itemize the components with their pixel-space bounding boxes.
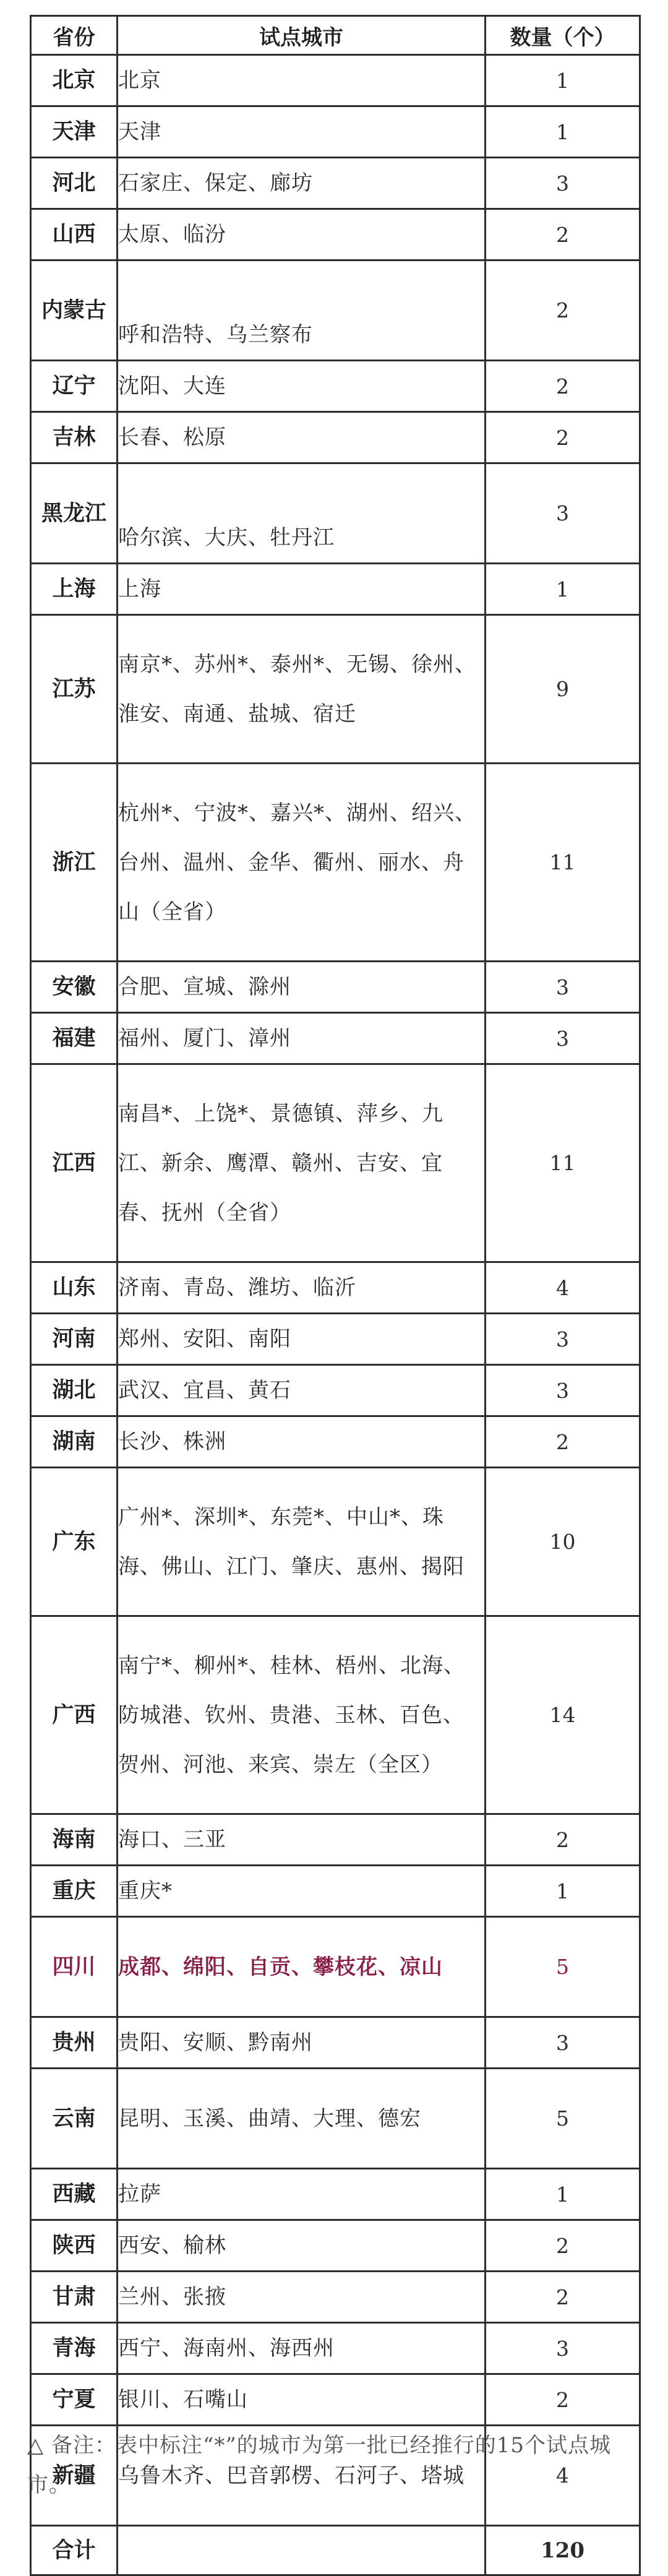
table-row: [31, 962, 640, 1013]
table-row: [31, 209, 640, 261]
province-cell: 湖南: [31, 1416, 118, 1468]
cities-cell: 杭州*、宁波*、嘉兴*、湖州、绍兴、台州、温州、金华、衢州、丽水、舟山（全省）: [118, 764, 486, 962]
table-row: [31, 1917, 640, 2017]
cities-cell: 拉萨: [118, 2169, 486, 2220]
table-row: [31, 1814, 640, 1866]
header-cities: 试点城市: [118, 16, 486, 55]
province-cell: 湖北: [31, 1365, 118, 1416]
province-cell: 上海: [31, 564, 118, 615]
cities-cell: 长春、松原: [118, 412, 486, 463]
province-cell: 广西: [31, 1616, 118, 1814]
count-cell: 14: [486, 1616, 640, 1814]
province-cell: 贵州: [31, 2017, 118, 2069]
count-cell: 11: [486, 1064, 640, 1262]
province-cell: 浙江: [31, 764, 118, 962]
count-cell: 3: [486, 1365, 640, 1416]
cities-cell: 西安、榆林: [118, 2220, 486, 2272]
table-row: [31, 2272, 640, 2323]
table-row: [31, 1365, 640, 1416]
table-row: [31, 564, 640, 615]
table-row: [31, 1866, 640, 1917]
province-cell: 西藏: [31, 2169, 118, 2220]
cities-cell: 济南、青岛、潍坊、临沂: [118, 1262, 486, 1314]
count-cell: 11: [486, 764, 640, 962]
total-row: [31, 2526, 640, 2575]
table-row: [31, 55, 640, 106]
cities-cell: 沈阳、大连: [118, 361, 486, 412]
cities-cell: 南京*、苏州*、泰州*、无锡、徐州、淮安、南通、盐城、宿迁: [118, 615, 486, 764]
cities-cell: 西宁、海南州、海西州: [118, 2323, 486, 2374]
header-province: 省份: [31, 16, 118, 55]
province-cell: 山东: [31, 1262, 118, 1314]
cities-cell: 银川、石嘴山: [118, 2374, 486, 2426]
cities-cell: 福州、厦门、漳州: [118, 1013, 486, 1064]
table-row: [31, 1416, 640, 1468]
province-cell: 陕西: [31, 2220, 118, 2272]
table-row: [31, 106, 640, 158]
table-row: [31, 261, 640, 361]
count-cell: 9: [486, 615, 640, 764]
count-cell: 5: [486, 2069, 640, 2169]
province-cell: 云南: [31, 2069, 118, 2169]
province-cell: 安徽: [31, 962, 118, 1013]
province-cell: 吉林: [31, 412, 118, 463]
count-cell: 2: [486, 2374, 640, 2426]
count-cell: 4: [486, 1262, 640, 1314]
pilot-cities-table: [30, 15, 641, 2576]
table-row: [31, 1314, 640, 1365]
province-cell: 重庆: [31, 1866, 118, 1917]
table-row: [31, 361, 640, 412]
count-cell: 2: [486, 2220, 640, 2272]
table-row: [31, 412, 640, 463]
table-row: [31, 463, 640, 564]
province-cell: 江苏: [31, 615, 118, 764]
table-row: [31, 1262, 640, 1314]
cities-cell: 乌鲁木齐、巴音郭楞、石河子、塔城: [118, 2426, 486, 2526]
count-cell: 2: [486, 412, 640, 463]
province-cell: 北京: [31, 55, 118, 106]
table-row: [31, 764, 640, 962]
count-cell: 1: [486, 55, 640, 106]
cities-cell: 合肥、宣城、滁州: [118, 962, 486, 1013]
table-row: [31, 2017, 640, 2069]
count-cell: 3: [486, 463, 640, 564]
count-cell: 1: [486, 106, 640, 158]
province-cell: 山西: [31, 209, 118, 261]
province-cell: 辽宁: [31, 361, 118, 412]
header-count: 数量（个）: [486, 16, 640, 55]
count-cell: 3: [486, 1013, 640, 1064]
cities-cell: 海口、三亚: [118, 1814, 486, 1866]
cities-cell: 北京: [118, 55, 486, 106]
table-row: [31, 1064, 640, 1262]
table-row: [31, 1013, 640, 1064]
count-cell: 2: [486, 2272, 640, 2323]
cities-cell: 太原、临汾: [118, 209, 486, 261]
province-cell: 江西: [31, 1064, 118, 1262]
table-row: [31, 158, 640, 209]
cities-cell: 昆明、玉溪、曲靖、大理、德宏: [118, 2069, 486, 2169]
table-header-row: [31, 16, 640, 55]
province-cell: 青海: [31, 2323, 118, 2374]
province-cell: 河南: [31, 1314, 118, 1365]
count-cell: 4: [486, 2426, 640, 2526]
count-cell: 3: [486, 2017, 640, 2069]
province-cell: 福建: [31, 1013, 118, 1064]
province-cell: 广东: [31, 1468, 118, 1616]
cities-cell: 哈尔滨、大庆、牡丹江: [118, 463, 486, 564]
cities-cell: 南宁*、柳州*、桂林、梧州、北海、防城港、钦州、贵港、玉林、百色、贺州、河池、来宾、崇左（全区）: [118, 1616, 486, 1814]
province-cell: 内蒙古: [31, 261, 118, 361]
table-row: [31, 1616, 640, 1814]
cities-cell: 武汉、宜昌、黄石: [118, 1365, 486, 1416]
cities-cell: 天津: [118, 106, 486, 158]
table-row: [31, 2169, 640, 2220]
count-cell: 1: [486, 1866, 640, 1917]
count-cell: 1: [486, 2169, 640, 2220]
total-count: 120: [486, 2526, 640, 2575]
table-row: [31, 2323, 640, 2374]
table-row: [31, 2220, 640, 2272]
province-cell: 宁夏: [31, 2374, 118, 2426]
cities-cell: 南昌*、上饶*、景德镇、萍乡、九江、新余、鹰潭、赣州、吉安、宜春、抚州（全省）: [118, 1064, 486, 1262]
table-row: [31, 615, 640, 764]
province-cell: 新疆: [31, 2426, 118, 2526]
count-cell: 1: [486, 564, 640, 615]
count-cell: 3: [486, 1314, 640, 1365]
cities-cell: 长沙、株洲: [118, 1416, 486, 1468]
cities-cell: 上海: [118, 564, 486, 615]
count-cell: 2: [486, 361, 640, 412]
table-row: [31, 1468, 640, 1616]
province-cell: 海南: [31, 1814, 118, 1866]
table-row: [31, 2069, 640, 2169]
count-cell: 2: [486, 261, 640, 361]
table-row: [31, 2374, 640, 2426]
province-cell: 河北: [31, 158, 118, 209]
count-cell: 2: [486, 1814, 640, 1866]
total-cities: [118, 2526, 486, 2575]
footnote: △ 备注：表中标注“*”的城市为第一批已经推行的15个试点城市。: [27, 2433, 611, 2497]
count-cell: 3: [486, 2323, 640, 2374]
cities-cell: 广州*、深圳*、东莞*、中山*、珠海、佛山、江门、肇庆、惠州、揭阳: [118, 1468, 486, 1616]
count-cell: 3: [486, 962, 640, 1013]
count-cell: 2: [486, 209, 640, 261]
province-cell: 四川: [31, 1917, 118, 2017]
cities-cell: 成都、绵阳、自贡、攀枝花、凉山: [118, 1917, 486, 2017]
cities-cell: 呼和浩特、乌兰察布: [118, 261, 486, 361]
cities-cell: 重庆*: [118, 1866, 486, 1917]
province-cell: 甘肃: [31, 2272, 118, 2323]
table-body: [31, 55, 640, 2575]
count-cell: 10: [486, 1468, 640, 1616]
total-label: 合计: [31, 2526, 118, 2575]
count-cell: 5: [486, 1917, 640, 2017]
cities-cell: 兰州、张掖: [118, 2272, 486, 2323]
province-cell: 天津: [31, 106, 118, 158]
count-cell: 2: [486, 1416, 640, 1468]
count-cell: 3: [486, 158, 640, 209]
province-cell: 黑龙江: [31, 463, 118, 564]
cities-cell: 郑州、安阳、南阳: [118, 1314, 486, 1365]
cities-cell: 石家庄、保定、廊坊: [118, 158, 486, 209]
cities-cell: 贵阳、安顺、黔南州: [118, 2017, 486, 2069]
